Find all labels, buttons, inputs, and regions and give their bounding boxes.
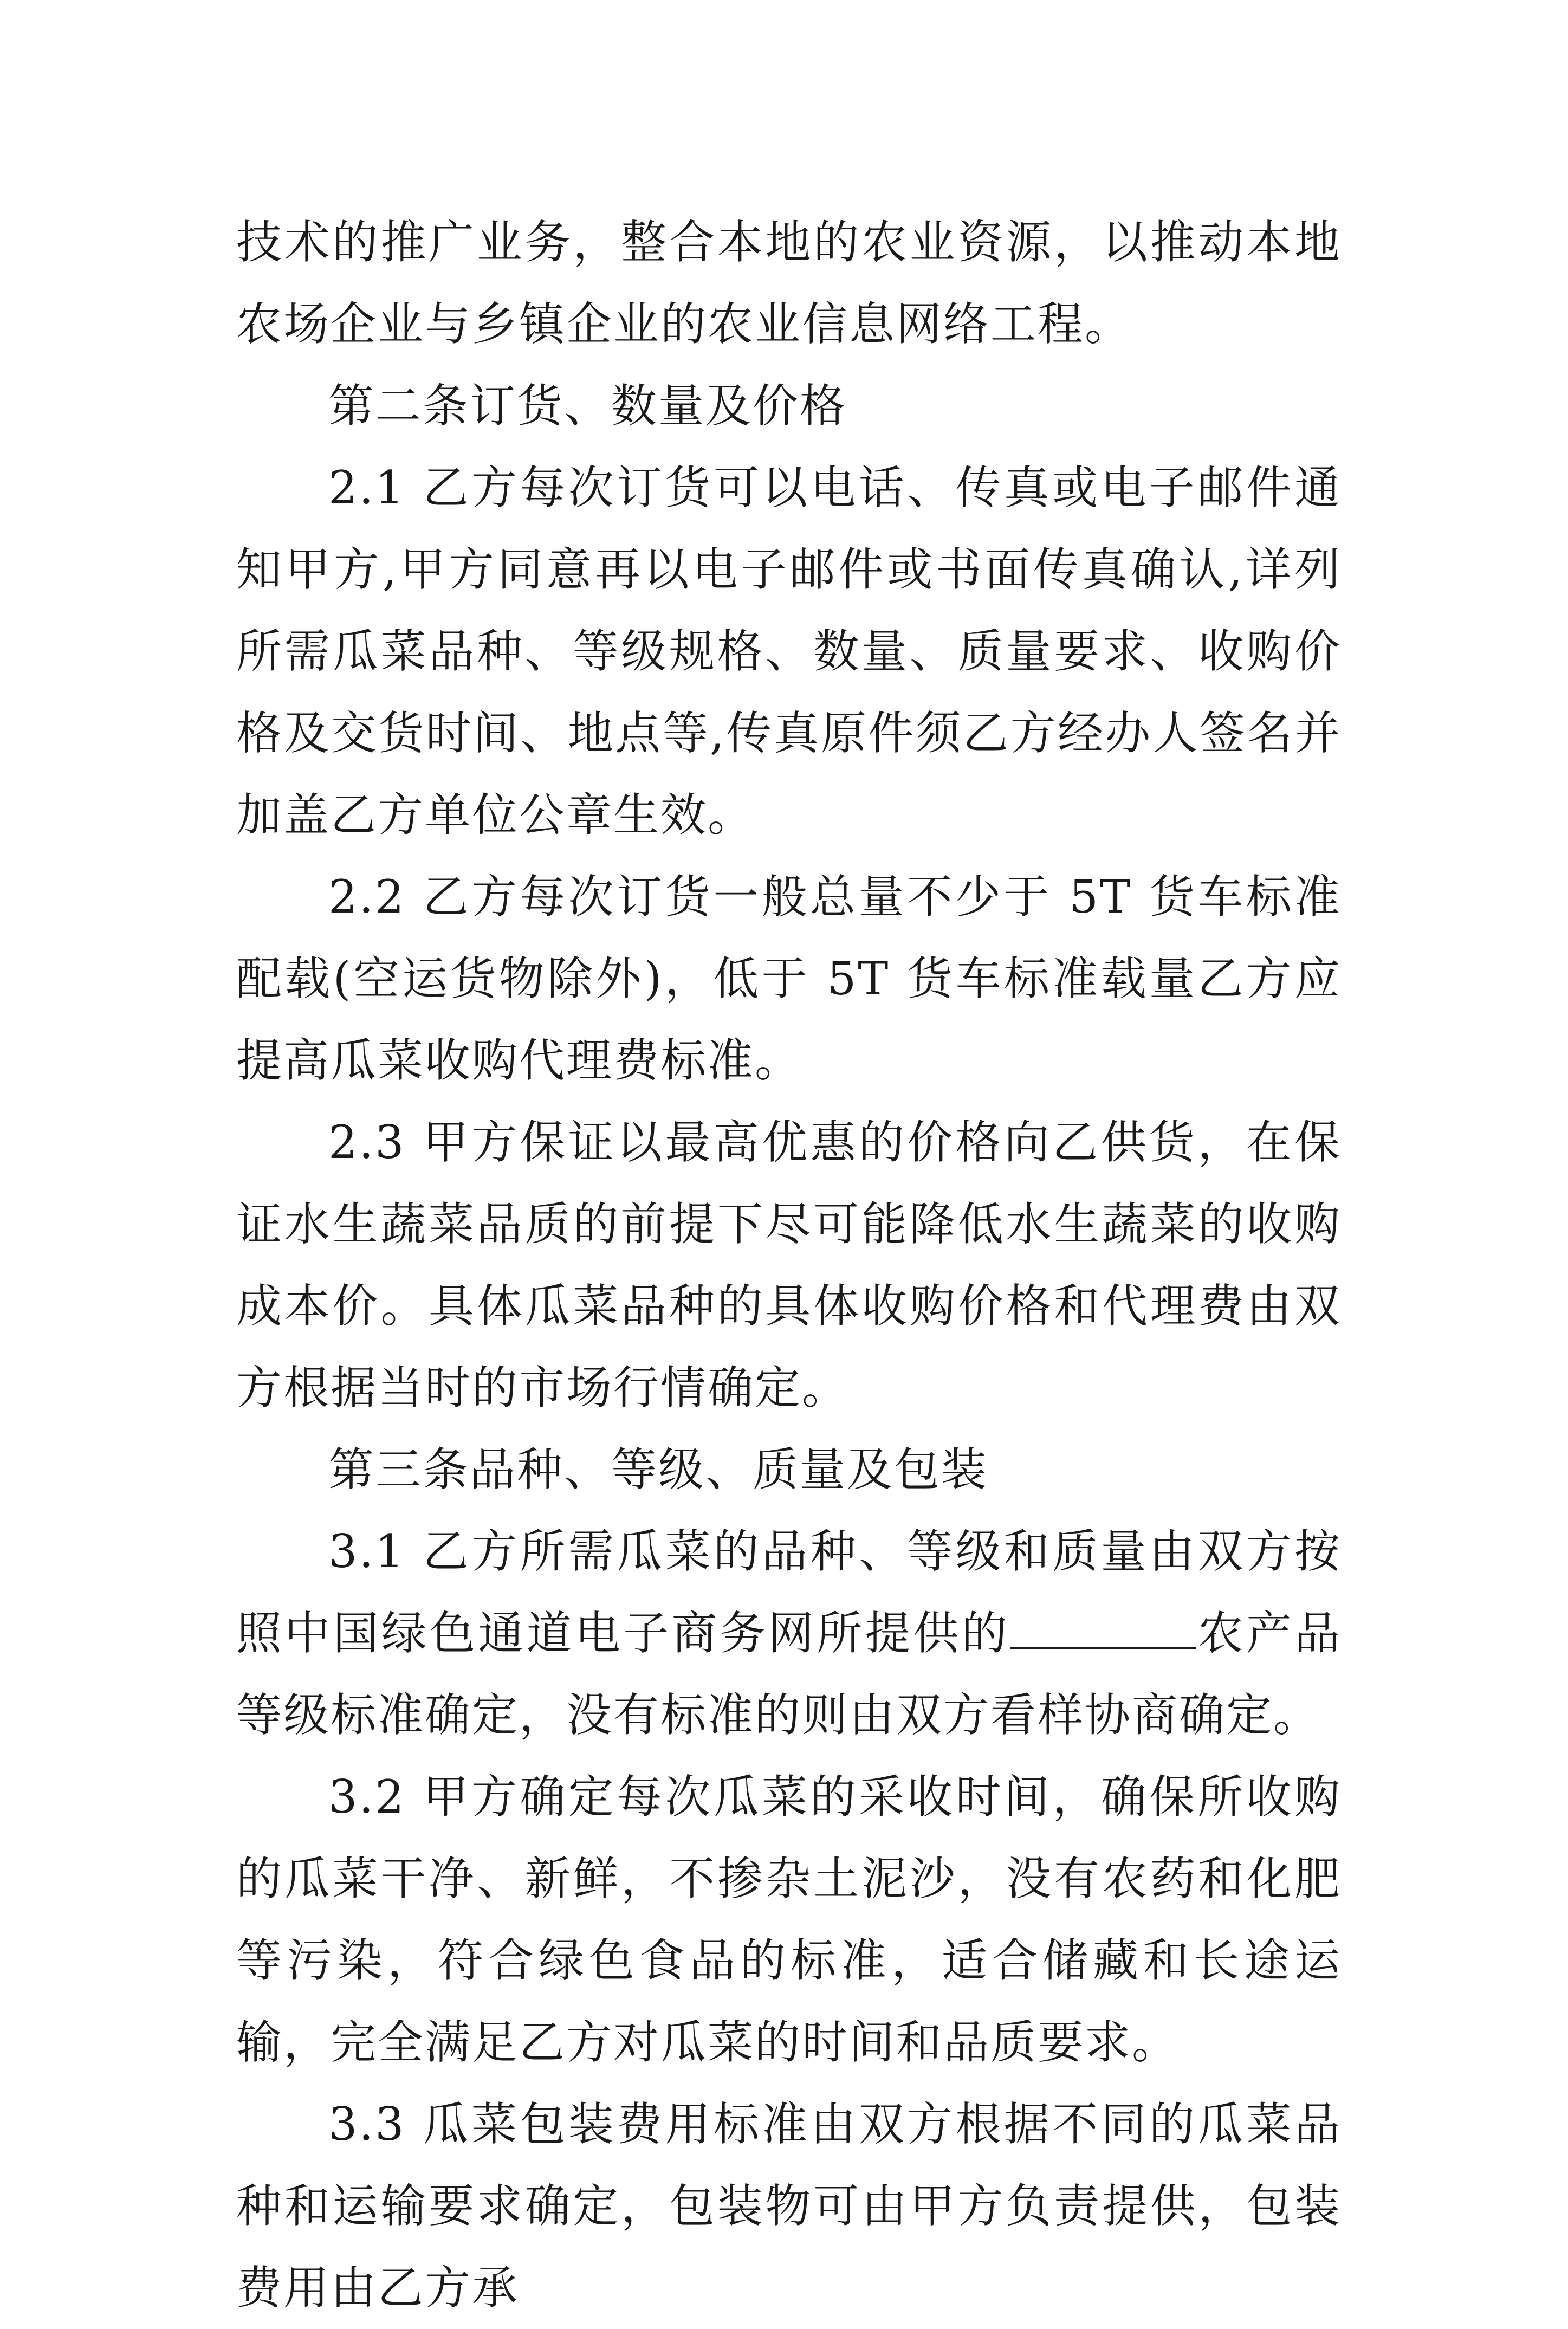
- article-2-heading: 第二条订货、数量及价格: [328, 379, 847, 432]
- clause-3-1: [236, 1511, 1342, 1756]
- clause-2-1: 2.1 乙方每次订货可以电话、传真或电子邮件通知甲方,甲方同意再以电子邮件或书面传真确认,详列所需瓜菜品种、等级规格、数量、质量要求、收购价格及交货时间、地点等,传真原件须乙方经办人签名并加盖乙方单位公章生效。: [236, 461, 1342, 842]
- clause-3-3: 3.3 瓜菜包装费用标准由双方根据不同的瓜菜品种和运输要求确定，包装物可由甲方负责提供，包装费用由乙方承: [236, 2098, 1342, 2314]
- fill-in-blank: [1010, 1614, 1196, 1649]
- article-3-heading: 第三条品种、等级、质量及包装: [328, 1443, 989, 1496]
- paragraph-continuation: 技术的推广业务，整合本地的农业资源，以推动本地农场企业与乡镇企业的农业信息网络工程。: [236, 216, 1342, 351]
- clause-2-2: 2.2 乙方每次订货一般总量不少于 5T 货车标准配载(空运货物除外)，低于 5T 货车标准载量乙方应提高瓜菜收购代理费标准。: [236, 870, 1342, 1087]
- document-body: [236, 202, 1342, 2329]
- clause-2-3: 2.3 甲方保证以最高优惠的价格向乙供货，在保证水生蔬菜品质的前提下尽可能降低水生蔬菜的收购成本价。具体瓜菜品种的具体收购价格和代理费由双方根据当时的市场行情确定。: [236, 1116, 1342, 1414]
- clause-3-2: 3.2 甲方确定每次瓜菜的采收时间，确保所收购的瓜菜干净、新鲜，不掺杂土泥沙，没有农药和化肥等污染，符合绿色食品的标准，适合储藏和长途运输，完全满足乙方对瓜菜的时间和品质要求。: [236, 1770, 1342, 2069]
- clause-3-1-part-a: 3.1 乙方所需瓜菜的品种、等级和质量由双方按照中国绿色通道电子商务网所提供的: [236, 1525, 1342, 1660]
- clause-3-1-part-b: 农产品等级标准确定，没有标准的则由双方看样协商确定。: [236, 1607, 1342, 1742]
